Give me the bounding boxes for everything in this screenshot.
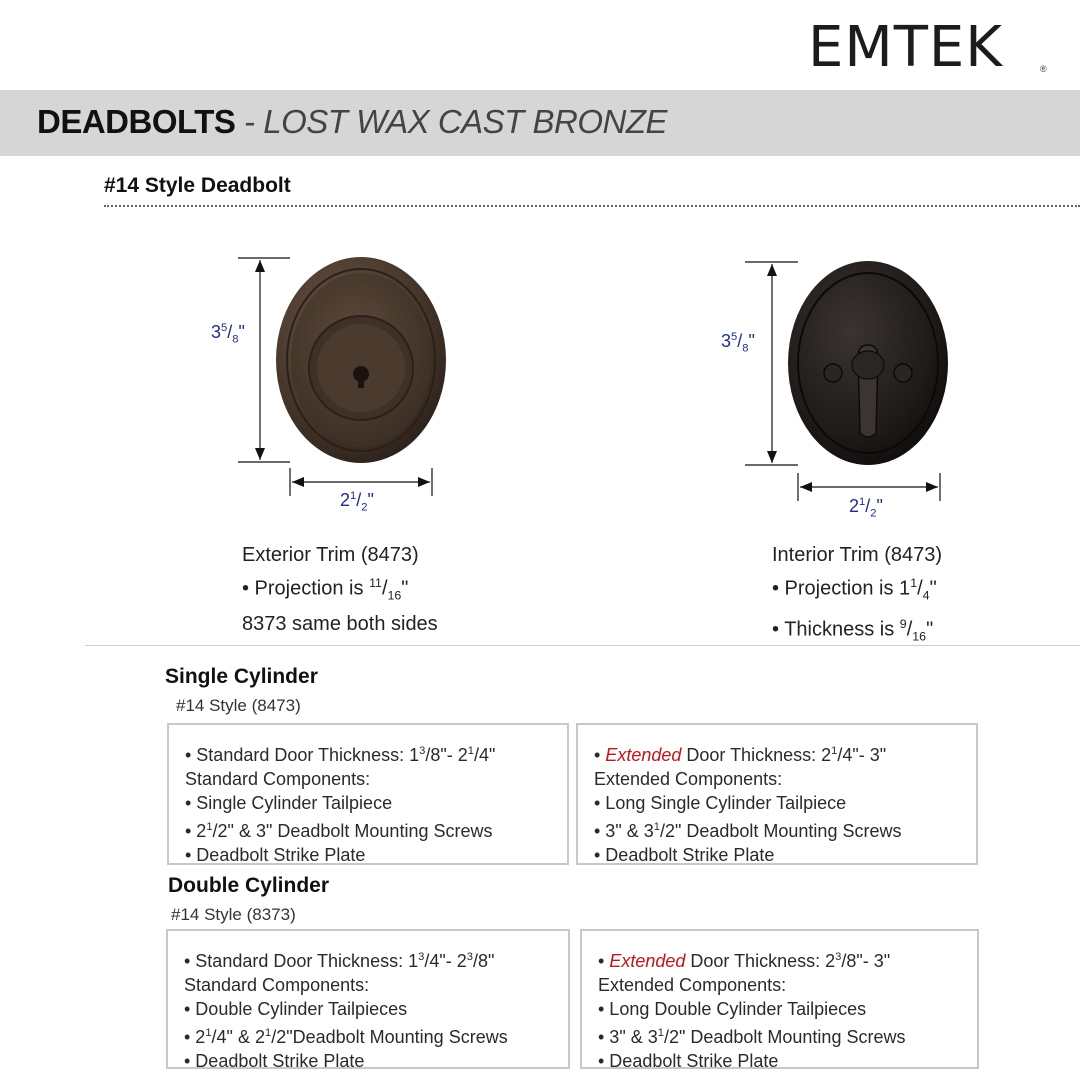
double-extended-item: • Deadbolt Strike Plate — [598, 1051, 779, 1071]
single-extended-box — [576, 723, 978, 865]
double-standard-box — [166, 929, 570, 1069]
double-extended-item: • 3" & $3^1/2$" Deadbolt Mounting Screws — [598, 1027, 906, 1047]
single-extended-item: • 3" & $3^1/2$" Deadbolt Mounting Screws — [594, 821, 902, 841]
section-title: #14 Style Deadbolt — [104, 174, 291, 197]
single-standard-item: • Deadbolt Strike Plate — [185, 845, 366, 865]
mounting-screw-right-icon — [894, 364, 912, 382]
interior-width-label: $2^1/_2$" — [849, 496, 883, 520]
interior-trim-figure — [740, 245, 960, 510]
double-extended-thickness: • Extended Door Thickness: $2^3/8"-$ 3" — [598, 951, 891, 971]
single-standard-thickness: • Standard Door Thickness: $1^3/8"-$ $2^1/4$" — [185, 745, 496, 765]
banner-title-bold: DEADBOLTS — [37, 103, 236, 140]
interior-caption-title: Interior Trim (8473) — [772, 544, 943, 566]
brand-logo: EMTEK — [808, 15, 1004, 80]
single-extended-item: • Deadbolt Strike Plate — [594, 845, 775, 865]
single-standard-box — [167, 723, 569, 865]
section-divider — [85, 645, 1080, 646]
interior-caption-thickness: • Thickness is $^9/_{16}$" — [772, 616, 934, 644]
interior-caption-projection: • Projection is $1^1/_4$" — [772, 576, 937, 603]
double-cylinder-title: Double Cylinder — [168, 874, 330, 897]
double-standard-item: • Double Cylinder Tailpieces — [184, 999, 408, 1019]
interior-caption — [772, 541, 942, 650]
single-cylinder-subtitle: #14 Style (8473) — [176, 696, 301, 715]
exterior-caption-title: Exterior Trim (8473) — [242, 544, 419, 566]
exterior-trim-figure — [230, 250, 450, 510]
exterior-width-label: $2^1/_2$" — [340, 490, 374, 514]
banner-title — [37, 104, 667, 140]
single-extended-thickness: • Extended Door Thickness: $2^1/4"-$ 3" — [594, 745, 887, 765]
double-extended-box — [580, 929, 979, 1069]
banner-title-light: - LOST WAX CAST BRONZE — [235, 103, 668, 140]
double-cylinder-subtitle: #14 Style (8373) — [171, 905, 296, 924]
double-extended-item: • Long Double Cylinder Tailpieces — [598, 999, 867, 1019]
mounting-screw-left-icon — [824, 364, 842, 382]
double-standard-item: • Deadbolt Strike Plate — [184, 1051, 365, 1071]
exterior-caption-note: 8373 same both sides — [242, 612, 438, 635]
single-standard-item: • $2^1/2$" & 3" Deadbolt Mounting Screws — [185, 821, 493, 841]
double-standard-item: • $2^1/4$" & $2^1/2"Deadbolt$ Mounting Screws — [184, 1027, 508, 1047]
exterior-caption — [242, 541, 438, 638]
exterior-caption-projection: • Projection is $^{11}/_{16}$" — [242, 576, 409, 603]
interior-height-label: $3^5/_8$" — [721, 331, 755, 355]
extended-label: Extended — [605, 745, 682, 765]
single-cylinder-title: Single Cylinder — [165, 665, 318, 688]
registered-mark: ® — [1040, 64, 1047, 74]
double-standard-thickness: • Standard Door Thickness: $1^3/4"-$ $2^3/8$" — [184, 951, 495, 971]
exterior-height-label: $3^5/_8$" — [211, 322, 245, 346]
dotted-divider — [104, 205, 1080, 207]
single-standard-components-heading: Standard Components: — [185, 769, 371, 789]
single-extended-item: • Long Single Cylinder Tailpiece — [594, 793, 847, 813]
double-standard-components-heading: Standard Components: — [184, 975, 370, 995]
single-standard-item: • Single Cylinder Tailpiece — [185, 793, 393, 813]
double-extended-components-heading: Extended Components: — [598, 975, 787, 995]
extended-label: Extended — [609, 951, 686, 971]
single-extended-components-heading: Extended Components: — [594, 769, 783, 789]
